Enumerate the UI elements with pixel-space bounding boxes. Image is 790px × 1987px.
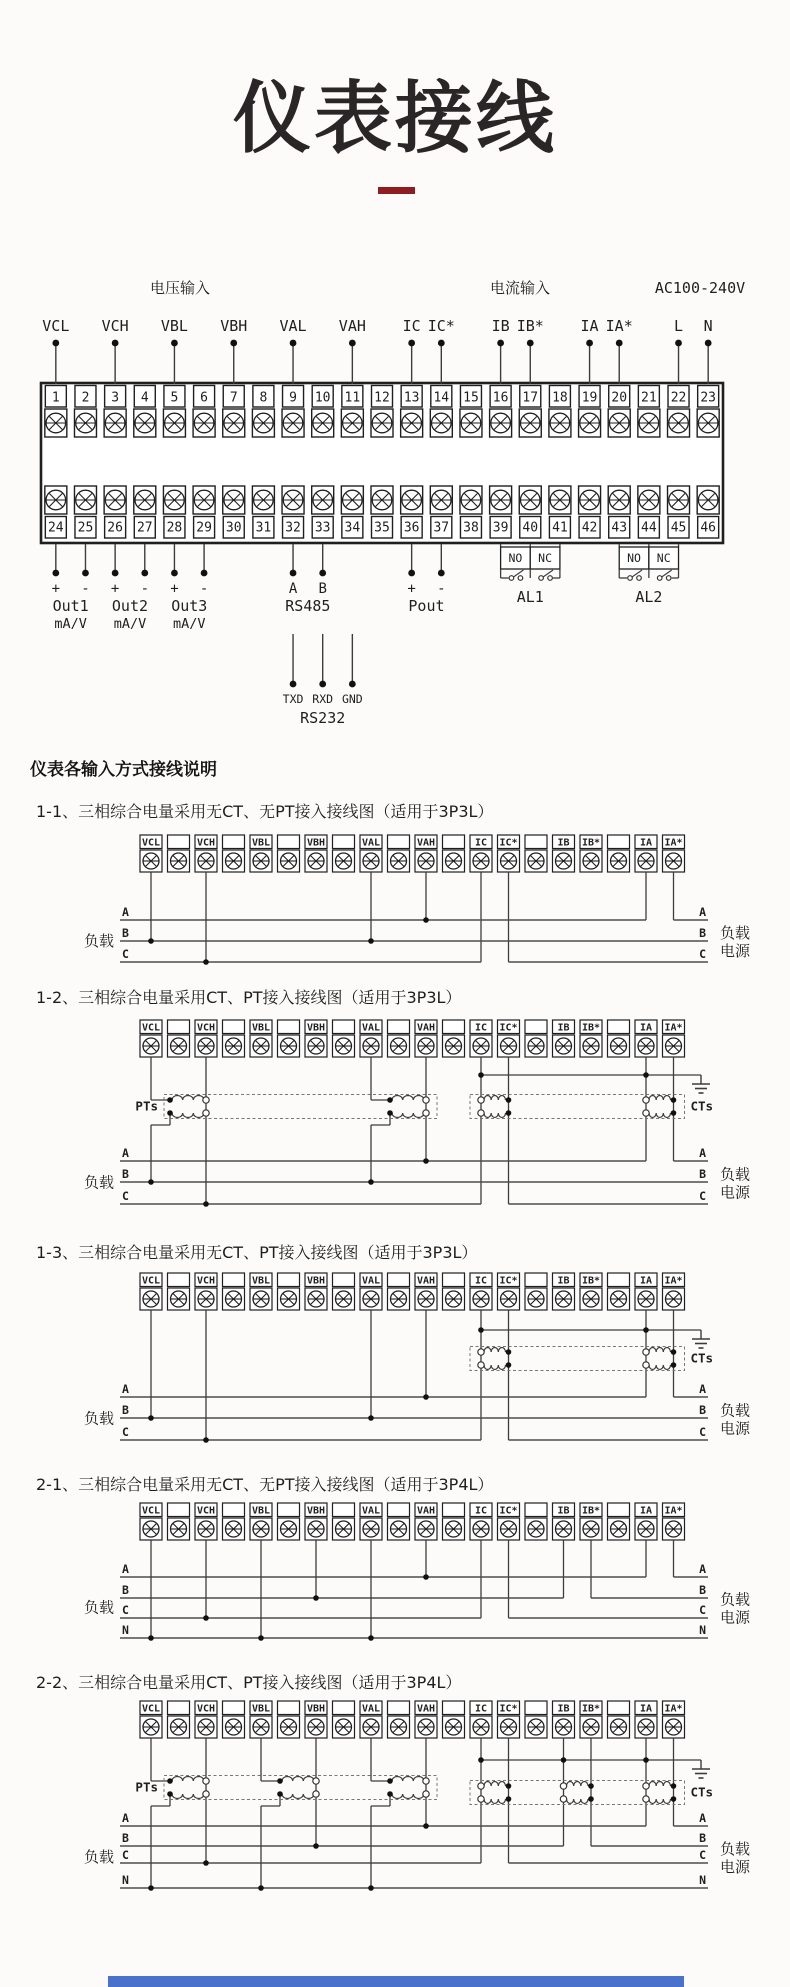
terminal-1 <box>45 386 67 438</box>
terminal-13 <box>401 386 423 438</box>
bus-label-right-A: A <box>699 1382 706 1396</box>
terminal-number: 20 <box>611 390 628 406</box>
top-label-N: N <box>703 317 713 335</box>
terminal-number: 8 <box>259 390 268 406</box>
strip-label-IB: IB <box>557 1275 570 1287</box>
rs232-pin: RXD <box>312 692 334 706</box>
terminal-number: 2 <box>81 390 90 406</box>
bus-label-left-B: B <box>122 1167 129 1181</box>
bus-label-right-A: A <box>699 1146 706 1160</box>
terminal-number: 9 <box>289 390 297 406</box>
terminal-3 <box>104 386 126 438</box>
rs485-pin-b: B <box>318 581 327 597</box>
bus-label-right-A: A <box>699 1811 706 1825</box>
terminal-number: 44 <box>641 520 657 536</box>
top-label-IC: IC <box>402 317 421 335</box>
top-label-IA: IA <box>580 317 599 335</box>
top-label-VBL: VBL <box>160 317 188 335</box>
terminal-number: 42 <box>581 520 598 536</box>
diagram-title-2-2: 2-2、三相综合电量采用CT、PT接入接线图（适用于3P4L） <box>36 1673 462 1692</box>
strip-label-VBL: VBL <box>251 1703 271 1715</box>
strip-label-VAL: VAL <box>361 1275 381 1287</box>
ground-icon <box>692 1075 710 1093</box>
bus-label-right-A: A <box>699 905 706 919</box>
terminal-5 <box>163 386 185 438</box>
diagram-title-1-1: 1-1、三相综合电量采用无CT、无PT接入接线图（适用于3P3L） <box>36 802 494 821</box>
terminal-number: 28 <box>166 520 183 536</box>
terminal-46 <box>697 486 719 538</box>
strip-label-IA*: IA* <box>664 837 683 849</box>
terminal-6 <box>193 386 215 438</box>
strip-label-IA: IA <box>639 1022 653 1034</box>
terminal-29 <box>193 486 215 538</box>
source-label-right: 电源 <box>720 1419 751 1438</box>
terminal-number: 25 <box>77 520 94 536</box>
terminal-11 <box>341 386 363 438</box>
bus-label-left-B: B <box>122 1583 129 1597</box>
load-label-left: 负载 <box>84 932 115 950</box>
bus-label-right-C: C <box>699 1425 706 1439</box>
alarm-AL2 <box>619 544 678 606</box>
terminal-30 <box>223 486 245 538</box>
bus-label-left-A: A <box>122 1146 129 1160</box>
bus-label-right-N: N <box>699 1873 706 1887</box>
strip-label-VAL: VAL <box>361 837 381 849</box>
terminal-number: 27 <box>136 520 153 536</box>
terminal-2 <box>74 386 96 438</box>
output-unit: mA/V <box>113 616 147 632</box>
strip-label-IC: IC <box>474 837 488 849</box>
pt-group-label: PTs <box>135 1779 158 1795</box>
minus-sign: - <box>140 581 150 597</box>
terminal-40 <box>519 486 541 538</box>
terminal-number: 19 <box>581 390 598 406</box>
terminal-number: 22 <box>670 390 687 406</box>
terminal-19 <box>579 386 601 438</box>
top-label-L: L <box>674 317 684 335</box>
terminal-number: 3 <box>111 390 120 406</box>
rs232-pin: TXD <box>282 692 304 706</box>
bus-label-right-C: C <box>699 1189 706 1203</box>
rs485-pin-a: A <box>288 581 298 597</box>
terminal-8 <box>252 386 274 438</box>
footer-strip <box>108 1976 684 1987</box>
diagram-1-3 <box>84 1273 751 1443</box>
terminal-number: 12 <box>374 390 390 406</box>
top-label-VAH: VAH <box>338 317 366 335</box>
pout-label: Pout <box>408 597 445 615</box>
terminal-12 <box>371 386 393 438</box>
relay-no: NO <box>627 551 641 565</box>
caption-0: 电压输入 <box>149 279 211 297</box>
bus-label-left-C: C <box>122 1189 129 1203</box>
relay-nc: NC <box>656 551 671 565</box>
terminal-24 <box>45 486 67 538</box>
strip-label-VAH: VAH <box>416 1022 436 1034</box>
terminal-45 <box>668 486 690 538</box>
terminal-number: 13 <box>403 390 420 406</box>
terminal-number: 33 <box>314 520 331 536</box>
strip-label-IB: IB <box>557 1505 570 1517</box>
strip-label-VAH: VAH <box>416 837 436 849</box>
terminal-35 <box>371 486 393 538</box>
terminal-number: 26 <box>107 520 123 536</box>
terminal-strip <box>140 835 685 872</box>
top-label-VCL: VCL <box>42 317 70 335</box>
strip-label-VAH: VAH <box>416 1703 436 1715</box>
strip-label-IC*: IC* <box>499 837 518 849</box>
section-heading: 仪表各输入方式接线说明 <box>30 760 217 780</box>
terminal-number: 18 <box>552 390 568 406</box>
strip-label-VAL: VAL <box>361 1703 381 1715</box>
terminal-number: 29 <box>196 520 212 536</box>
terminal-18 <box>549 386 571 438</box>
terminal-number: 7 <box>229 390 238 406</box>
strip-label-IC: IC <box>474 1505 488 1517</box>
terminal-23 <box>697 386 719 438</box>
terminal-16 <box>490 386 512 438</box>
strip-label-IC: IC <box>474 1275 488 1287</box>
terminal-number: 15 <box>463 390 479 406</box>
minus-sign: - <box>199 581 209 597</box>
bus-label-left-A: A <box>122 905 129 919</box>
output-label: Out1 <box>52 597 89 615</box>
strip-label-VBH: VBH <box>306 837 326 849</box>
diagram-1-1 <box>84 835 751 965</box>
strip-label-IA*: IA* <box>664 1022 683 1034</box>
plus-sign: + <box>110 581 120 597</box>
strip-label-IA: IA <box>639 1703 653 1715</box>
diagram-2-1 <box>84 1503 751 1641</box>
top-label-VAL: VAL <box>279 317 307 335</box>
terminal-25 <box>74 486 96 538</box>
strip-label-IA: IA <box>639 1505 653 1517</box>
terminal-number: 10 <box>314 390 331 406</box>
terminal-number: 5 <box>170 390 179 406</box>
load-label-right: 负载 <box>720 1165 751 1184</box>
bus-label-right-C: C <box>699 1848 706 1862</box>
diagram-title-2-1: 2-1、三相综合电量采用无CT、无PT接入接线图（适用于3P4L） <box>36 1475 494 1494</box>
rs485-label: RS485 <box>285 597 331 615</box>
strip-label-VCL: VCL <box>141 1703 161 1715</box>
diagram-1-2 <box>84 1020 751 1207</box>
terminal-number: 36 <box>403 520 420 536</box>
terminal-number: 32 <box>285 520 301 536</box>
bus-label-right-B: B <box>699 1831 706 1845</box>
strip-label-IC: IC <box>474 1022 488 1034</box>
strip-label-IA*: IA* <box>664 1703 683 1715</box>
strip-label-VCH: VCH <box>196 1022 216 1034</box>
terminal-number: 11 <box>344 390 361 406</box>
ground-icon <box>692 1760 710 1778</box>
terminal-number: 43 <box>611 520 628 536</box>
bus-label-right-A: A <box>699 1562 706 1576</box>
load-label-right: 负载 <box>720 1401 751 1420</box>
strip-label-VCL: VCL <box>141 1505 161 1517</box>
terminal-number: 41 <box>552 520 568 536</box>
terminal-number: 34 <box>344 520 361 536</box>
source-label-right: 电源 <box>720 1858 751 1876</box>
top-label-VBH: VBH <box>220 317 248 335</box>
source-label-right: 电源 <box>720 1183 751 1202</box>
terminal-44 <box>638 486 660 538</box>
strip-label-VAL: VAL <box>361 1505 381 1517</box>
strip-label-VAH: VAH <box>416 1505 436 1517</box>
bus-label-right-C: C <box>699 947 706 961</box>
terminal-20 <box>608 386 630 438</box>
caption-2: AC100-240V <box>654 279 746 297</box>
strip-label-VBH: VBH <box>306 1505 326 1517</box>
minus-sign: - <box>81 581 90 597</box>
bus-label-left-N: N <box>122 1873 129 1887</box>
terminal-33 <box>312 486 334 538</box>
top-label-VCH: VCH <box>101 317 129 335</box>
source-label-right: 电源 <box>720 1608 751 1627</box>
terminal-number: 23 <box>700 390 717 406</box>
terminal-strip <box>140 1701 685 1738</box>
strip-label-IB: IB <box>557 1703 570 1715</box>
terminal-number: 31 <box>255 520 272 536</box>
strip-label-IB*: IB* <box>581 1505 601 1517</box>
load-label-left: 负载 <box>84 1409 115 1428</box>
terminal-number: 40 <box>522 520 539 536</box>
strip-label-IA: IA <box>639 837 653 849</box>
caption-1: 电流输入 <box>489 279 551 297</box>
strip-label-IB: IB <box>557 837 570 849</box>
strip-label-VAH: VAH <box>416 1275 436 1287</box>
terminal-number: 46 <box>700 520 717 536</box>
bus-label-right-B: B <box>699 1583 706 1597</box>
plus-sign: + <box>170 581 179 597</box>
top-label-IB: IB <box>491 317 510 335</box>
pout-minus: - <box>437 581 446 597</box>
strip-label-IB*: IB* <box>581 1703 601 1715</box>
strip-label-VCL: VCL <box>141 1022 161 1034</box>
terminal-26 <box>104 486 126 538</box>
terminal-31 <box>252 486 274 538</box>
strip-label-IC*: IC* <box>499 1505 518 1517</box>
strip-label-VBH: VBH <box>306 1022 326 1034</box>
terminal-22 <box>668 386 690 438</box>
strip-label-VCL: VCL <box>141 837 161 849</box>
terminal-9 <box>282 386 304 438</box>
bus-label-left-A: A <box>122 1562 129 1576</box>
pt-group-label: PTs <box>135 1098 158 1114</box>
bus-label-right-N: N <box>699 1623 706 1637</box>
ct-group-label: CTs <box>690 1784 714 1800</box>
terminal-37 <box>430 486 452 538</box>
bus-label-left-C: C <box>122 1603 129 1617</box>
terminal-14 <box>430 386 452 438</box>
terminal-number: 35 <box>374 520 390 536</box>
terminal-number: 37 <box>433 520 450 536</box>
ground-icon <box>692 1330 710 1348</box>
load-label-left: 负载 <box>84 1598 115 1617</box>
terminal-15 <box>460 386 482 438</box>
terminal-number: 38 <box>463 520 479 536</box>
load-label-left: 负载 <box>84 1848 115 1866</box>
bus-label-right-B: B <box>699 926 706 940</box>
strip-label-IB*: IB* <box>581 837 601 849</box>
load-label-left: 负载 <box>84 1173 115 1192</box>
strip-label-VBH: VBH <box>306 1275 326 1287</box>
relay-nc: NC <box>538 551 553 565</box>
strip-label-IC*: IC* <box>499 1275 518 1287</box>
terminal-number: 17 <box>522 390 539 406</box>
terminal-number: 24 <box>47 520 64 536</box>
bus-label-left-B: B <box>122 926 129 940</box>
load-label-right: 负载 <box>720 1840 751 1858</box>
terminal-number: 30 <box>225 520 242 536</box>
strip-label-VCL: VCL <box>141 1275 161 1287</box>
strip-label-VCH: VCH <box>196 1275 216 1287</box>
output-unit: mA/V <box>173 616 206 632</box>
terminal-38 <box>460 486 482 538</box>
strip-label-IC*: IC* <box>499 1703 518 1715</box>
terminal-number: 45 <box>670 520 687 536</box>
bus-label-right-B: B <box>699 1167 706 1181</box>
alarm-AL1 <box>501 544 560 606</box>
strip-label-VAL: VAL <box>361 1022 381 1034</box>
terminal-strip <box>140 1273 685 1310</box>
bus-label-left-A: A <box>122 1382 129 1396</box>
ct-group-label: CTs <box>690 1350 714 1366</box>
top-label-IB*: IB* <box>516 317 544 335</box>
strip-label-VCH: VCH <box>196 1703 216 1715</box>
bus-label-left-C: C <box>122 947 129 961</box>
pout-plus: + <box>407 581 416 597</box>
strip-label-IA*: IA* <box>664 1275 683 1287</box>
ct-group-label: CTs <box>690 1098 714 1114</box>
strip-label-IA: IA <box>639 1275 653 1287</box>
bus-label-right-C: C <box>699 1603 706 1617</box>
terminal-number: 4 <box>140 390 149 406</box>
terminal-number: 16 <box>492 390 509 406</box>
terminal-39 <box>490 486 512 538</box>
alarm-label: AL1 <box>516 588 544 606</box>
bus-label-left-A: A <box>122 1811 129 1825</box>
strip-label-VCH: VCH <box>196 837 216 849</box>
plus-sign: + <box>51 581 61 597</box>
terminal-43 <box>608 486 630 538</box>
strip-label-VBL: VBL <box>251 837 271 849</box>
terminal-number: 21 <box>641 390 657 406</box>
page-title: 仪表接线 <box>232 74 557 164</box>
strip-label-IA*: IA* <box>664 1505 683 1517</box>
terminal-number: 1 <box>51 390 60 406</box>
alarm-label: AL2 <box>635 588 663 606</box>
strip-label-VCH: VCH <box>196 1505 216 1517</box>
terminal-28 <box>163 486 185 538</box>
bus-label-left-B: B <box>122 1403 129 1417</box>
strip-label-IB: IB <box>557 1022 570 1034</box>
terminal-17 <box>519 386 541 438</box>
strip-label-IC: IC <box>474 1703 488 1715</box>
strip-label-IB*: IB* <box>581 1022 601 1034</box>
terminal-10 <box>312 386 334 438</box>
main-terminal-block <box>41 279 745 727</box>
terminal-42 <box>579 486 601 538</box>
strip-label-VBL: VBL <box>251 1275 271 1287</box>
top-label-IC*: IC* <box>427 317 455 335</box>
bus-label-left-B: B <box>122 1831 129 1845</box>
terminal-number: 14 <box>433 390 450 406</box>
terminal-number: 39 <box>492 520 509 536</box>
terminal-number: 6 <box>200 390 209 406</box>
bus-label-left-C: C <box>122 1425 129 1439</box>
output-unit: mA/V <box>54 616 87 632</box>
terminal-34 <box>341 486 363 538</box>
bus-label-left-N: N <box>122 1623 129 1637</box>
strip-label-VBL: VBL <box>251 1505 271 1517</box>
terminal-41 <box>549 486 571 538</box>
diagram-title-1-2: 1-2、三相综合电量采用CT、PT接入接线图（适用于3P3L） <box>36 988 462 1007</box>
terminal-strip <box>140 1020 685 1057</box>
rs232-pin: GND <box>341 692 363 706</box>
terminal-36 <box>401 486 423 538</box>
terminal-strip <box>140 1503 685 1540</box>
terminal-27 <box>134 486 156 538</box>
top-label-IA*: IA* <box>605 317 633 335</box>
bus-label-left-C: C <box>122 1848 129 1862</box>
diagram-title-1-3: 1-3、三相综合电量采用无CT、PT接入接线图（适用于3P3L） <box>36 1243 478 1262</box>
load-label-right: 负载 <box>720 924 751 942</box>
output-label: Out2 <box>111 597 149 615</box>
diagram-2-2 <box>84 1701 751 1891</box>
terminal-21 <box>638 386 660 438</box>
strip-label-IC*: IC* <box>499 1022 518 1034</box>
terminal-4 <box>134 386 156 438</box>
terminal-7 <box>223 386 245 438</box>
strip-label-IB*: IB* <box>581 1275 601 1287</box>
rs232-label: RS232 <box>300 709 346 727</box>
strip-label-VBH: VBH <box>306 1703 326 1715</box>
bus-label-right-B: B <box>699 1403 706 1417</box>
output-label: Out3 <box>171 597 208 615</box>
load-label-right: 负载 <box>720 1590 751 1609</box>
strip-label-VBL: VBL <box>251 1022 271 1034</box>
terminal-32 <box>282 486 304 538</box>
relay-no: NO <box>508 551 523 565</box>
source-label-right: 电源 <box>720 942 751 960</box>
